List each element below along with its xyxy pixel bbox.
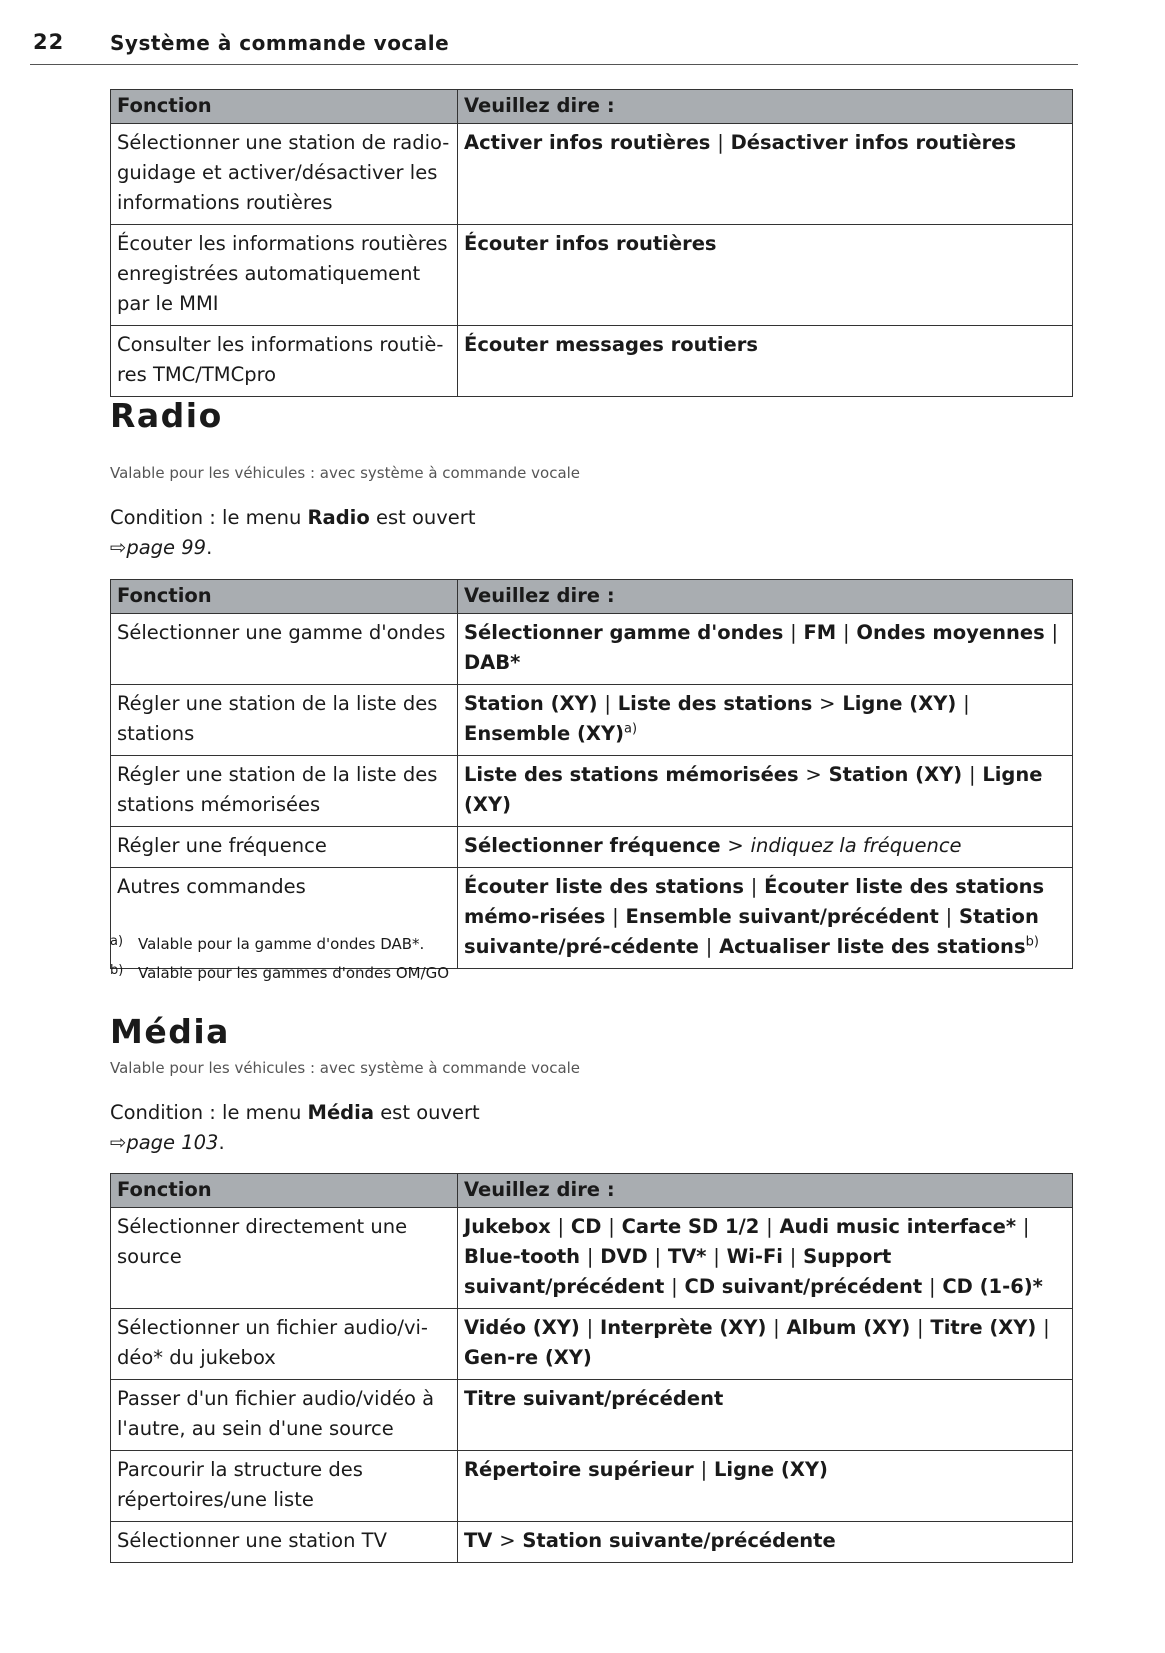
fonction-cell: Autres commandes (111, 868, 458, 969)
table-row (111, 326, 1073, 397)
fonction-cell: Régler une station de la liste des stations mémorisées (111, 756, 458, 827)
table-row (111, 868, 1073, 969)
table-row (111, 225, 1073, 326)
table-row (111, 827, 1073, 868)
footnote-b: b) Valable pour les gammes d'ondes OM/GO (110, 963, 450, 982)
command-cell: Liste des stations mémorisées > Station (XY) | Ligne (XY) (458, 756, 1073, 827)
command-cell: TV > Station suivante/précédente (458, 1522, 1073, 1563)
radio-validity-note: Valable pour les véhicules : avec système à commande vocale (110, 464, 581, 482)
fonction-cell: Sélectionner un fichier audio/vi-déo* du jukebox (111, 1309, 458, 1380)
column-header-dire: Veuillez dire : (458, 1174, 1073, 1208)
table-row (111, 1451, 1073, 1522)
footnote-a: a) Valable pour la gamme d'ondes DAB*. (110, 934, 425, 953)
command-cell: Écouter liste des stations | Écouter liste des stations mémo-risées | Ensemble suivant/précédent | Station suivante/pré-cédente | Actualiser liste des stations$^{b)}$ (458, 868, 1073, 969)
command-cell: Titre suivant/précédent (458, 1380, 1073, 1451)
table-row (111, 685, 1073, 756)
fonction-cell: Régler une station de la liste des stations (111, 685, 458, 756)
column-header-dire: Veuillez dire : (458, 580, 1073, 614)
command-cell: Sélectionner gamme d'ondes | FM | Ondes moyennes | DAB* (458, 614, 1073, 685)
command-cell: Vidéo (XY) | Interprète (XY) | Album (XY) | Titre (XY) | Gen-re (XY) (458, 1309, 1073, 1380)
column-header-fonction: Fonction (111, 1174, 458, 1208)
page-reference-link[interactable]: page 99 (126, 536, 207, 559)
command-cell: Écouter messages routiers (458, 326, 1073, 397)
table-row (111, 1208, 1073, 1309)
fonction-cell: Sélectionner une station TV (111, 1522, 458, 1563)
fonction-cell: Écouter les informations routières enregistrées automatiquement par le MMI (111, 225, 458, 326)
command-cell: Activer infos routières | Désactiver infos routières (458, 124, 1073, 225)
fonction-cell: Sélectionner une gamme d'ondes (111, 614, 458, 685)
table-row (111, 614, 1073, 685)
table-row (111, 1309, 1073, 1380)
footnote-marker: a) (624, 721, 638, 737)
column-header-dire: Veuillez dire : (458, 90, 1073, 124)
column-header-fonction: Fonction (111, 90, 458, 124)
fonction-cell: Passer d'un fichier audio/vidéo à l'autre, au sein d'une source (111, 1380, 458, 1451)
page-header (30, 28, 1078, 65)
footnote-marker: b) (1025, 934, 1039, 950)
fonction-cell: Régler une fréquence (111, 827, 458, 868)
table-row (111, 1380, 1073, 1451)
radio-section-title: Radio (110, 396, 223, 435)
header-title: Système à commande vocale (110, 31, 450, 55)
command-cell: Répertoire supérieur | Ligne (XY) (458, 1451, 1073, 1522)
table-row (111, 1522, 1073, 1563)
column-header-fonction: Fonction (111, 580, 458, 614)
media-commands-table (110, 1173, 1073, 1563)
radio-commands-table (110, 579, 1073, 969)
page-reference-link[interactable]: page 103 (126, 1131, 219, 1154)
fonction-cell: Consulter les informations routiè-res TMC/TMCpro (111, 326, 458, 397)
command-cell: Écouter infos routières (458, 225, 1073, 326)
traffic-info-table (110, 89, 1073, 397)
command-cell: Jukebox | CD | Carte SD 1/2 | Audi music interface* | Blue-tooth | DVD | TV* | Wi-Fi | Support suivant/précédent | CD suivant/précédent | CD (1-6)* (458, 1208, 1073, 1309)
command-cell: Sélectionner fréquence > indiquez la fréquence (458, 827, 1073, 868)
page-number: 22 (33, 30, 65, 54)
fonction-cell: Sélectionner une station de radio-guidage et activer/désactiver les informations routières (111, 124, 458, 225)
fonction-cell: Sélectionner directement une source (111, 1208, 458, 1309)
media-validity-note: Valable pour les véhicules : avec système à commande vocale (110, 1059, 581, 1077)
media-section-title: Média (110, 1012, 230, 1051)
radio-condition: Condition : le menu Radio est ouvert ⇨page 99. (110, 506, 476, 559)
page-ref-arrow-icon: ⇨ (110, 1131, 127, 1154)
command-cell: Station (XY) | Liste des stations > Ligne (XY) | Ensemble (XY)$^{a)}$ (458, 685, 1073, 756)
media-condition: Condition : le menu Média est ouvert ⇨page 103. (110, 1101, 480, 1154)
page-ref-arrow-icon: ⇨ (110, 536, 127, 559)
table-row (111, 756, 1073, 827)
fonction-cell: Parcourir la structure des répertoires/une liste (111, 1451, 458, 1522)
table-row (111, 124, 1073, 225)
